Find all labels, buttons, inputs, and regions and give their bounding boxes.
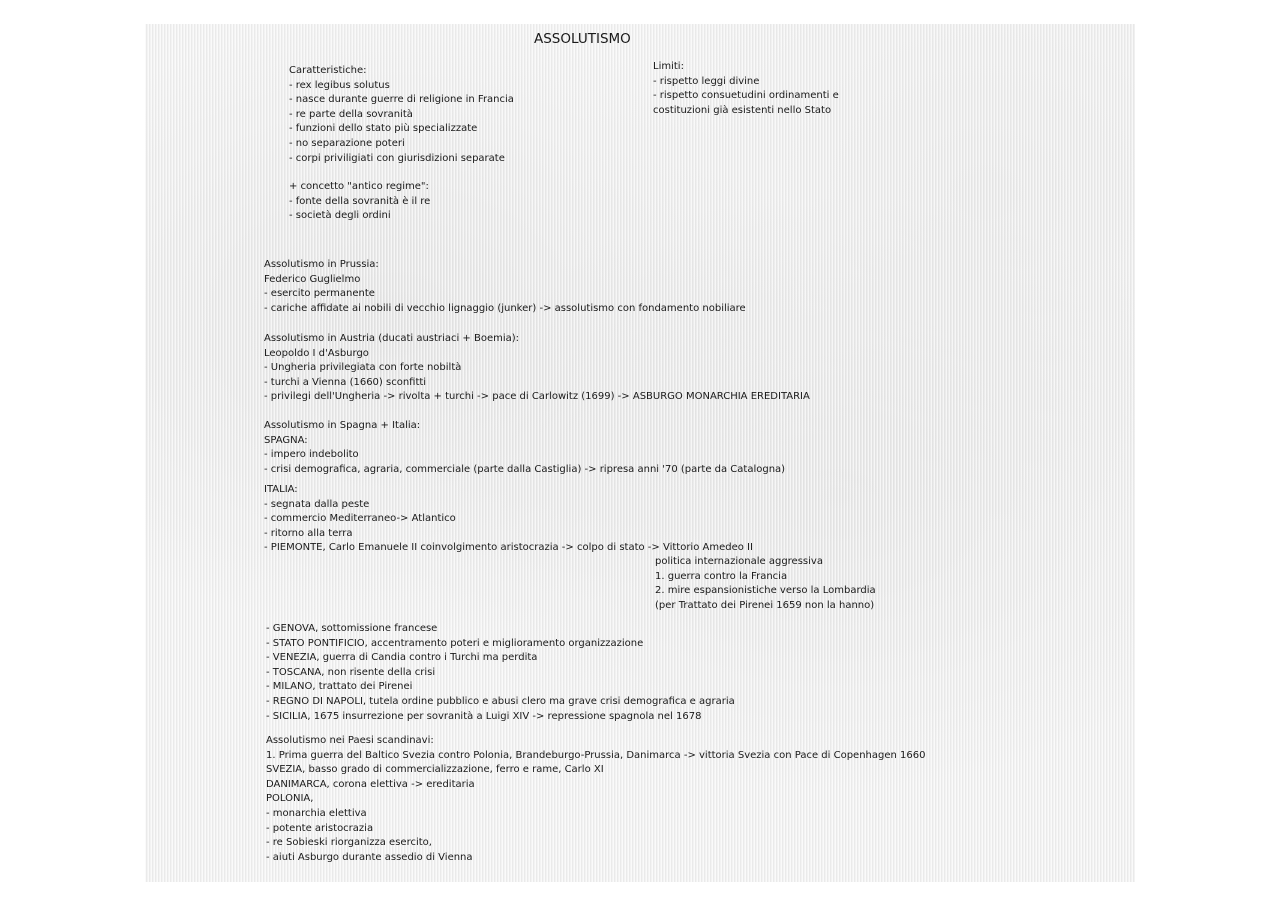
text-line: - funzioni dello stato più specializzate (289, 123, 478, 135)
text-line: - VENEZIA, guerra di Candia contro i Turchi ma perdita (266, 652, 538, 664)
text-line: politica internazionale aggressiva (655, 556, 823, 567)
text-line: - REGNO DI NAPOLI, tutela ordine pubblico e abusi clero ma grave crisi demografica e agraria (266, 695, 735, 707)
text-line: - re Sobieski riorganizza esercito, (266, 837, 432, 849)
text-line: - turchi a Vienna (1660) sconfitti (264, 376, 427, 388)
text-line: costituzioni già esistenti nello Stato (653, 104, 832, 116)
text-line: ITALIA: (264, 484, 298, 495)
text-line: Assolutismo nei Paesi scandinavi: (266, 735, 434, 746)
text-line: Leopoldo I d'Asburgo (264, 347, 369, 359)
text-line: - PIEMONTE, Carlo Emanuele II coinvolgimento aristocrazia -> colpo di stato -> Vittorio Amedeo II (264, 542, 753, 554)
text-line: - re parte della sovranità (289, 108, 413, 120)
page-title: ASSOLUTISMO (534, 31, 631, 47)
stati-italiani-list (266, 622, 735, 724)
text-line: Assolutismo in Austria (ducati austriaci + Boemia): (264, 333, 520, 344)
text-line: - società degli ordini (289, 210, 391, 222)
text-line: - monarchia elettiva (266, 807, 367, 819)
text-line: - crisi demografica, agraria, commerciale (parte dalla Castiglia) -> ripresa anni '70 (parte da Catalogna) (264, 463, 786, 475)
text-line: - rispetto consuetudini ordinamenti e (653, 90, 839, 102)
text-line: - potente aristocrazia (266, 822, 374, 834)
text-line: - segnata dalla peste (264, 498, 370, 510)
text-line: 2. mire espansionistiche verso la Lombardia (655, 585, 876, 597)
text-line: Federico Guglielmo (264, 273, 361, 285)
text-line: Limiti: (653, 61, 684, 72)
text-line: - no separazione poteri (289, 137, 405, 149)
text-line: - corpi priviligiati con giurisdizioni separate (289, 152, 505, 164)
text-line: + concetto "antico regime": (289, 181, 429, 192)
limiti-block (653, 60, 839, 118)
italia-section (264, 483, 753, 556)
caratteristiche-block (289, 64, 514, 166)
text-line: - MILANO, trattato dei Pirenei (266, 681, 413, 693)
text-line: - aiuti Asburgo durante assedio di Vienna (266, 851, 473, 863)
vittorio-amedeo-notes (655, 555, 876, 613)
text-line: - nasce durante guerre di religione in Francia (289, 94, 514, 106)
text-line: - commercio Mediterraneo-> Atlantico (264, 513, 456, 525)
text-line: - GENOVA, sottomissione francese (266, 623, 438, 634)
text-line: DANIMARCA, corona elettiva -> ereditaria (266, 778, 475, 790)
text-line: SPAGNA: (264, 434, 308, 446)
text-line: - rispetto leggi divine (653, 75, 760, 87)
text-line: - TOSCANA, non risente della crisi (266, 666, 436, 678)
spagna-section (264, 419, 785, 477)
text-line: - ritorno alla terra (264, 527, 353, 539)
text-line: - esercito permanente (264, 288, 375, 300)
text-line: - fonte della sovranità è il re (289, 195, 431, 207)
text-line: (per Trattato dei Pirenei 1659 non la hanno) (655, 599, 875, 611)
text-line: POLONIA, (266, 793, 314, 805)
scandinavia-section (266, 734, 925, 865)
text-line: 1. Prima guerra del Baltico Svezia contro Polonia, Brandeburgo-Prussia, Danimarca -> vittoria Svezia con Pace di Copenhagen 1660 (266, 749, 926, 761)
text-line: 1. guerra contro la Francia (655, 570, 788, 582)
text-line: - privilegi dell'Ungheria -> rivolta + turchi -> pace di Carlowitz (1699) -> ASBURGO MONARCHIA EREDITARIA (264, 391, 810, 403)
antico-regime-block (289, 180, 430, 224)
text-line: - impero indebolito (264, 449, 359, 461)
text-line: SVEZIA, basso grado di commercializzazione, ferro e rame, Carlo XI (266, 764, 604, 776)
text-line: - rex legibus solutus (289, 79, 390, 91)
text-line: - Ungheria privilegiata con forte nobiltà (264, 362, 462, 374)
austria-section (264, 332, 810, 405)
document-page (145, 24, 1135, 882)
prussia-section (264, 258, 746, 316)
text-line: - SICILIA, 1675 insurrezione per sovranità a Luigi XIV -> repressione spagnola nel 1678 (266, 710, 702, 722)
text-line: Assolutismo in Prussia: (264, 259, 379, 270)
text-line: Assolutismo in Spagna + Italia: (264, 420, 421, 431)
text-line: - cariche affidate ai nobili di vecchio lignaggio (junker) -> assolutismo con fondamento nobiliare (264, 302, 746, 314)
text-line: - STATO PONTIFICIO, accentramento poteri e miglioramento organizzazione (266, 637, 644, 649)
text-line: Caratteristiche: (289, 65, 367, 76)
